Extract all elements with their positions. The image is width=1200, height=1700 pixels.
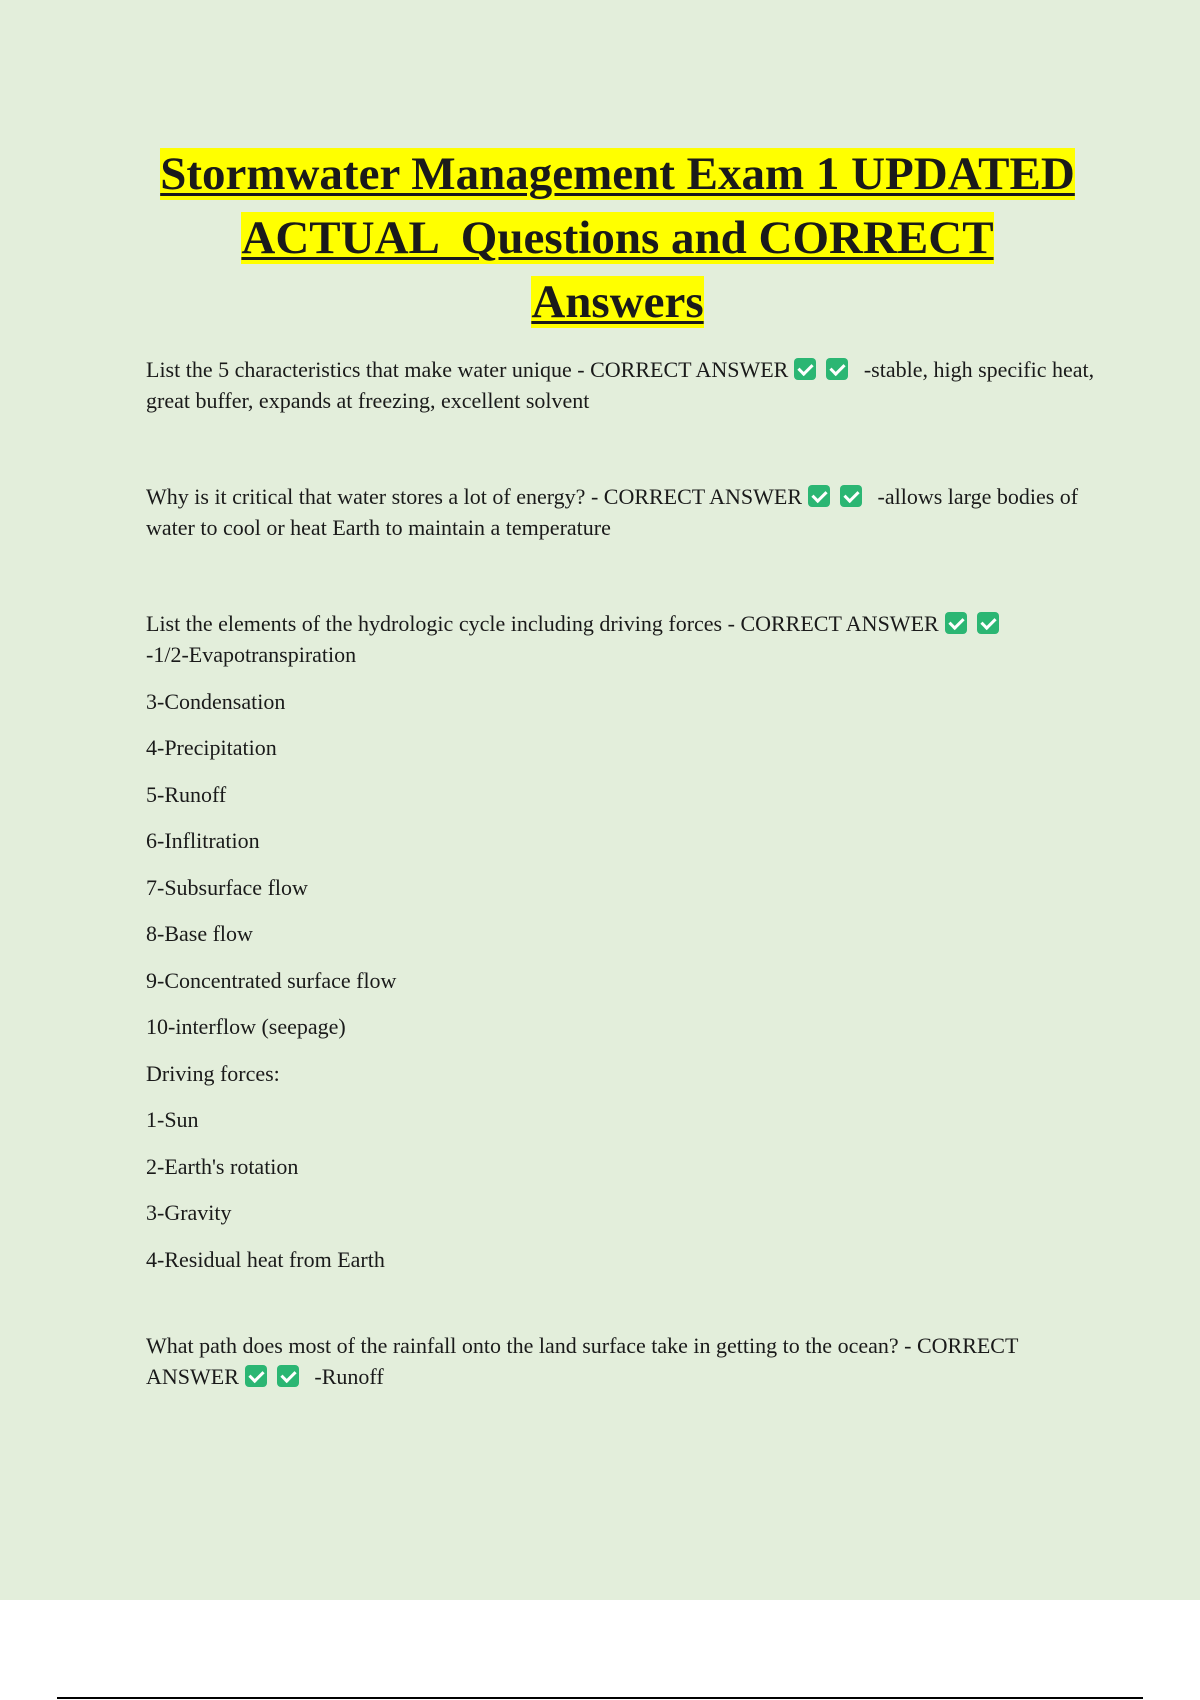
footer-rule [57, 1697, 1143, 1699]
qa-item-4 [146, 1330, 1106, 1392]
title-line-2: ACTUAL Questions and CORRECT [241, 212, 994, 264]
qa-list [146, 354, 1106, 1392]
check-box-icon [794, 358, 816, 380]
answer-line: 5-Runoff [146, 781, 227, 807]
qa-item-3 [146, 608, 1106, 1275]
answer-line: 4-Residual heat from Earth [146, 1246, 385, 1272]
title-line-3: Answers [531, 276, 704, 328]
qa-item-2 [146, 481, 1106, 543]
answer-line: 2-Earth's rotation [146, 1153, 299, 1179]
answer-line: 9-Concentrated surface flow [146, 967, 397, 993]
question-text: List the 5 characteristics that make water unique - CORRECT ANSWER [146, 357, 789, 382]
question-text: What path does most of the rainfall onto the land surface take in getting to the ocean? - CORRECT ANSWER [146, 1332, 1019, 1389]
check-box-icon [245, 1365, 267, 1387]
answer-line: 1-Sun [146, 1107, 199, 1132]
answer-line: 8-Base flow [146, 921, 253, 946]
answer-line: Driving forces: [146, 1060, 280, 1086]
answer-text: -stable, high specific heat, great buffer, expands at freezing, excellent solvent [146, 357, 1095, 413]
check-box-icon [840, 485, 862, 507]
answer-line: 10-interflow (seepage) [146, 1014, 346, 1039]
answer-text: -Runoff [314, 1363, 384, 1389]
answer-line: 3-Gravity [146, 1200, 232, 1225]
answer-line: 7-Subsurface flow [146, 874, 308, 900]
answer-text: -1/2-Evapotranspiration [146, 642, 357, 667]
question-text: Why is it critical that water stores a lot of energy? - CORRECT ANSWER [146, 484, 803, 509]
check-box-icon [808, 485, 830, 507]
check-box-icon [826, 358, 848, 380]
answer-line: 6-Inflitration [146, 828, 260, 853]
qa-item-1 [146, 354, 1106, 416]
answer-text: -allows large bodies of water to cool or heat Earth to maintain a temperature [146, 484, 1079, 540]
check-box-icon [277, 1365, 299, 1387]
document-title [120, 142, 1115, 334]
title-line-1: Stormwater Management Exam 1 UPDATED [160, 148, 1075, 200]
answer-line: 4-Precipitation [146, 735, 277, 760]
check-box-icon [945, 612, 967, 634]
check-box-icon [977, 612, 999, 634]
answer-line: 3-Condensation [146, 688, 286, 714]
question-text: List the elements of the hydrologic cycle including driving forces - CORRECT ANSWER [146, 611, 939, 636]
